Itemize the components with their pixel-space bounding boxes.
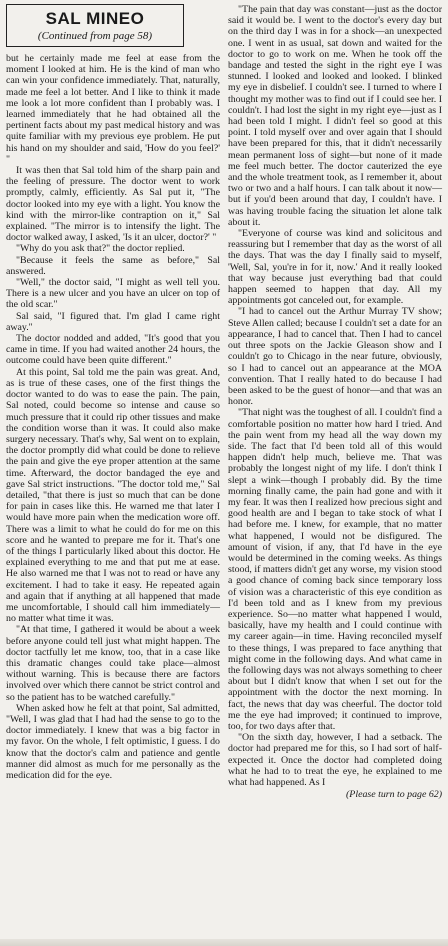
article-columns	[6, 4, 442, 800]
page-bottom-edge	[0, 939, 448, 946]
paragraph: When asked how he felt at that point, Sal admitted, "Well, I was glad that I had had the sense to go to the doctor immediately. I knew that was a big factor in my favor. On the whole, I felt optimistic, I guess. I do know that the doctor's calm and patience and gentle manner did almost as much for me personally as the medication did for the eye.	[6, 702, 220, 781]
paragraph: Sal said, "I figured that. I'm glad I came right away."	[6, 310, 220, 333]
paragraph: "Why do you ask that?" the doctor replied.	[16, 243, 185, 255]
continued-from-note: (Continued from page 58)	[37, 30, 153, 42]
article-title: SAL MINEO	[45, 9, 145, 28]
left-column	[6, 4, 220, 800]
paragraph: "The pain that day was constant—just as the doctor said it would be. I went to the doctor's every day but on the third day I was in for a shock—an unexpected one. I went in as usual, sat down and waited for the doctor to go to work on me. When he took off the bandage and tested the sight in the right eye I was stunned. I looked and looked and looked. I blinked my eye in disbelief. I couldn't see. I turned to where I thought my mother was to find out if I could see her. I couldn't. I had lost the sight in my right eye—just as I had been told I might. I didn't feel so good at this point. I told myself over and over again that I should have been prepared for this, that it didn't necessarily mean permanent loss of sight—but none of it made me feel much better. The doctor cauterized the eye and the whole treatment took, as I remember it, about two or two and a half hours. I can talk about it now—but if you'd been around that day, I couldn't have. I was having trouble facing the situation let alone talk about it.	[228, 4, 442, 228]
paragraph: "That night was the toughest of all. I couldn't find a comfortable position no matter how hard I tried. And the pain went from my head all the way down my side. The fact that I'd been told all of this would happen didn't help much, believe me. That was probably the longest night of my life. I don't think I slept a wink—though I probably did. By the time morning finally came, the pain had gone and with it my fear. It was then I realized how precious sight and good health are and I began to take stock of what I had before me. I knew, for example, that no matter what happened, I would not be disfigured. The amount of vision, if any, that I'd have in the eye would be determined in the coming weeks. As things stood, if matters didn't get any worse, my vision stood a good chance of coming back since temporary loss of vision was a characteristic of this eye condition as I'd been told and as I knew from my previous experience. So—no matter what happened I would, basically, have my health and I could continue with my career again—in time. Having reconciled myself to these things, I was prepared to face anything that might come in the following days. And what came in the following days was not always something to cheer about but I didn't know that when I set out for the appointment with the doctor the next morning. In fact, the news that day was cheerful. The doctor told me the eye had improved; it continued to improve, too, for two days after that.	[228, 407, 442, 732]
right-column	[228, 4, 442, 800]
paragraph: "At that time, I gathered it would be about a week before anyone could tell just what might happen. The doctor tactfully let me know, too, that in a case like this dramatic changes could take place—almost without warning. This is because there are factors involved over which there cannot be strict control and so the patient has to be watched carefully."	[6, 624, 220, 703]
paragraph: The doctor nodded and added, "It's good that you came in time. If you had waited another 24 hours, the outcome could have been quite different."	[6, 333, 220, 367]
paragraph: "Everyone of course was kind and solicitous and reassuring but I remember that day as the worst of all the days. That was the day I finally said to myself, 'Well, Sal, you're in for it, now.' And it really looked that way because just everything bad that could happen seemed to happen that day. All my appointments got canceled out, for example.	[228, 228, 442, 307]
article-header	[6, 4, 184, 47]
paragraph: "Well," the doctor said, "I might as well tell you. There is a new ulcer and you have an ulcer on top of the old scar."	[6, 277, 220, 311]
paragraph: "I had to cancel out the Arthur Murray TV show; Steve Allen called; because I couldn't set a date for an appearance, I had to cancel that. Then I had to cancel out three spots on the Jackie Gleason show and I couldn't go to Chicago in the near future, obviously, so I had to cancel out an appearance at the MOA convention. That I really hated to do because I had been asked to be the guest of honor—and that was an honor.	[228, 306, 442, 408]
paragraph: "On the sixth day, however, I had a setback. The doctor had prepared me for this, so I had sort of half-expected it. Once the doctor had completed doing what he had to to treat the eye, he explained to me what had happened. As I	[228, 732, 442, 789]
paragraph: It was then that Sal told him of the sharp pain and the feeling of pressure. The doctor went to work promptly, calmly, efficiently. As Sal put it, "The doctor looked into my eye with a light. You know the kind with the mirror-like contraption on it," Sal explained. "The mirror is to intensify the light. The doctor walked away, I asked, 'Is it an ulcer, doctor?' "	[6, 165, 220, 244]
continued-on-note: (Please turn to page 62)	[346, 789, 442, 801]
paragraph: but he certainly made me feel at ease from the moment I looked at him. He is the kind of man who can win your confidence immediately. That, naturally, made me feel a lot better. And I like to think it made me look a lot more confident than I probably was. I learned immediately that he had obtained all the pertinent facts about my past medical history and was quite familiar with my previous eye problem. He put his hand on my shoulder and said, 'How do you feel?' "	[6, 53, 220, 165]
paragraph: At this point, Sal told me the pain was great. And, as is true of these cases, one of the first things the doctor wanted to do was to ease the pain. The pain, Sal noted, could become so intense and cause so much pressure that it could rip other tissues and make the condition worse than it was. It could also make surgery necessary. That's why, Sal went on to explain, the doctor promptly did what could be done to relieve the pain and give the eye proper attention at the same time. Afterward, the doctor bandaged the eye and gave Sal strict instructions. "The doctor told me," Sal detailed, "that there is just so much that can be done for pain in cases like this. He warned me that later I would have more pain when the medication wore off. There was a limit to what he could do for me on this score and he wanted to prepare me for it. That's one of the things I particularly liked about this doctor. He explained everything to me and that put me at ease. He also warned me that I was not to read or have any excitement. I had to take it easy. He repeated again and again that if anything at all happened that made me uncomfortable, I should call him immediately—no matter what time it was.	[6, 366, 220, 625]
paragraph: "Because it feels the same as before," Sal answered.	[6, 254, 220, 277]
